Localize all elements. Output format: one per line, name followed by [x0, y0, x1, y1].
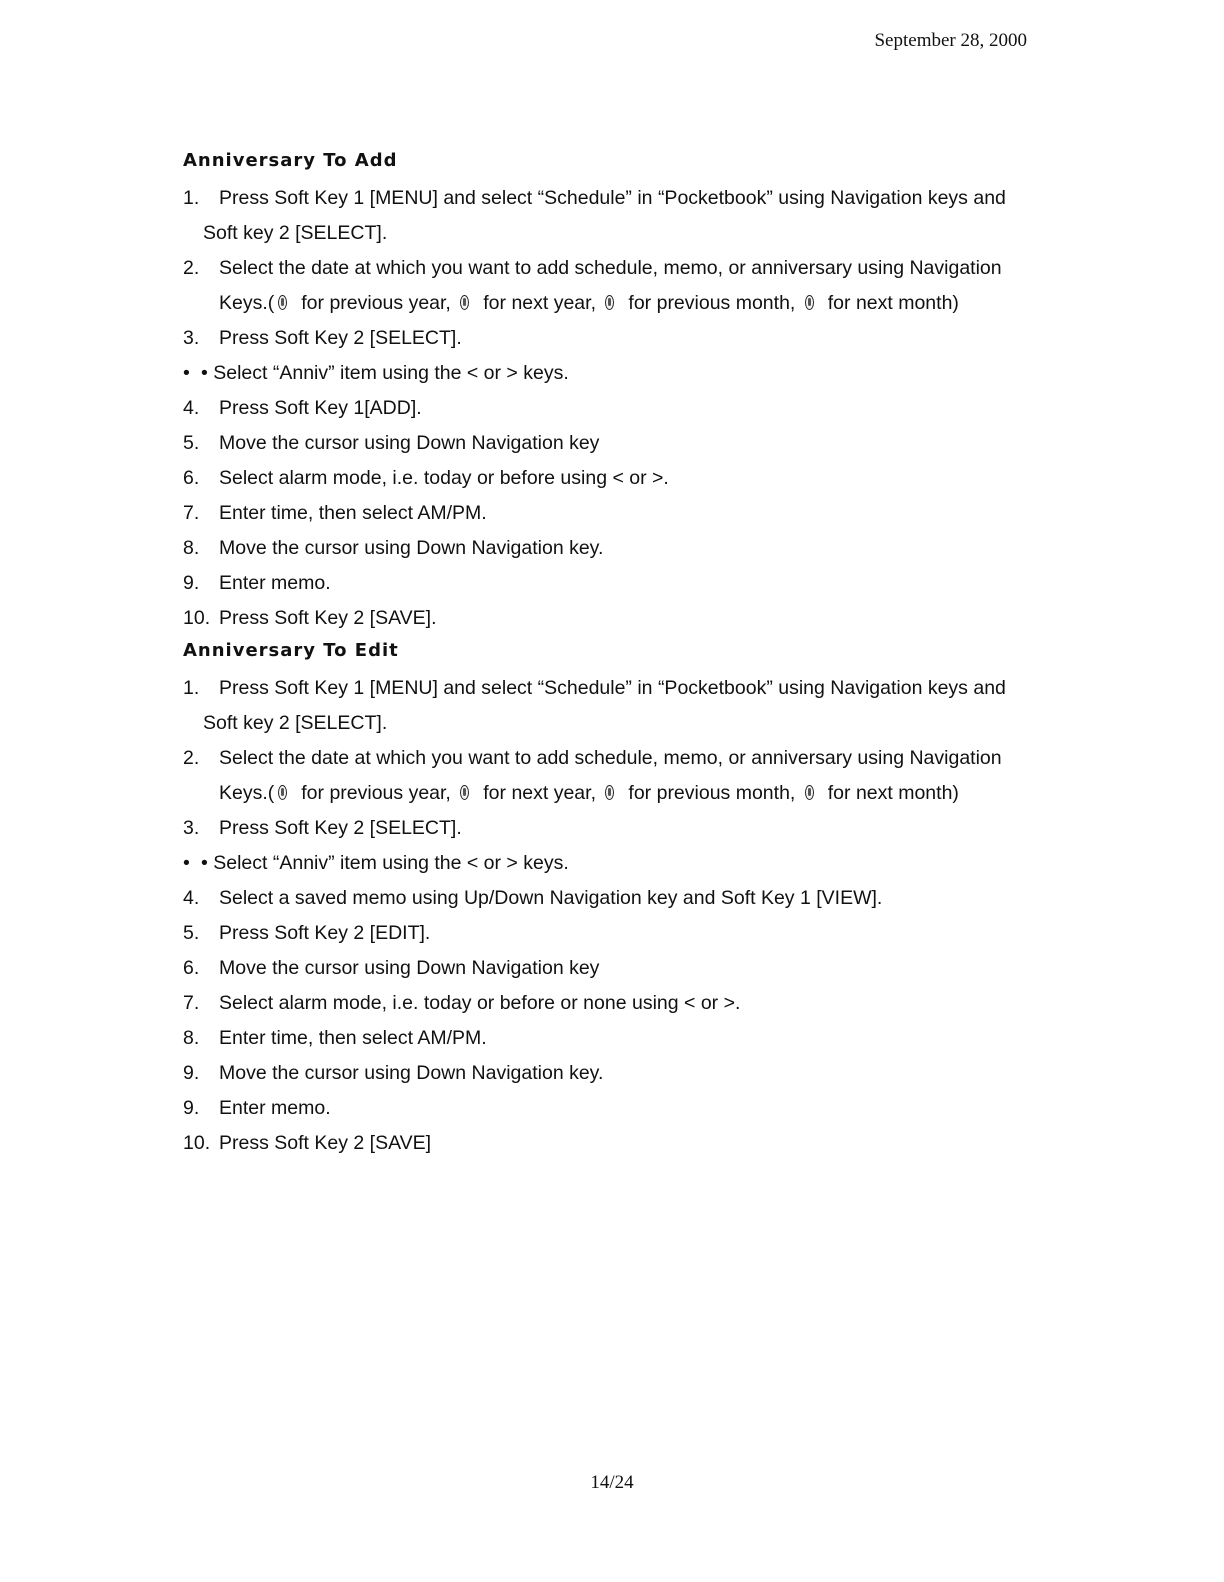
step-text: Press Soft Key 2 [SELECT]. — [219, 817, 462, 839]
step-number: 10. — [183, 1132, 211, 1154]
list-item — [183, 426, 1033, 461]
step-text: Select a saved memo using Up/Down Navigation key and Soft Key 1 [VIEW]. — [219, 887, 883, 909]
section-heading: Anniversary To Edit — [183, 640, 399, 661]
key-legend — [219, 286, 1033, 321]
step-number: 9. — [183, 1097, 200, 1119]
list-item — [183, 951, 1033, 986]
section-heading: Anniversary To Add — [183, 150, 398, 171]
list-item — [183, 811, 1033, 846]
nav-key-icon — [805, 785, 814, 800]
nav-key-icon — [278, 785, 287, 800]
step-bullet: • — [183, 852, 190, 874]
step-text: Press Soft Key 1[ADD]. — [219, 397, 422, 419]
nav-key-icon — [805, 295, 814, 310]
page-number: 14/24 — [590, 1472, 634, 1493]
list-item — [183, 916, 1033, 951]
key-legend-prev-year: for previous year, — [301, 292, 451, 314]
step-text: Select the date at which you want to add schedule, memo, or anniversary using Navigation — [219, 747, 1002, 769]
nav-key-icon — [605, 295, 614, 310]
list-item — [183, 496, 1033, 531]
step-text: Press Soft Key 2 [SAVE] — [219, 1132, 432, 1154]
step-text: Enter memo. — [219, 1097, 331, 1119]
list-item — [183, 566, 1033, 601]
key-legend-prev-year: for previous year, — [301, 782, 451, 804]
step-number: 8. — [183, 1027, 200, 1049]
key-legend-next-year: for next year, — [483, 782, 596, 804]
list-item — [183, 601, 1033, 636]
step-number: 5. — [183, 432, 200, 454]
step-number: 7. — [183, 992, 200, 1014]
step-number: 7. — [183, 502, 200, 524]
step-text: Enter memo. — [219, 572, 331, 594]
list-item — [183, 251, 1033, 321]
step-text: Move the cursor using Down Navigation key. — [219, 1062, 604, 1084]
step-number: 9. — [183, 1062, 200, 1084]
list-item — [183, 671, 1033, 741]
list-item — [183, 1021, 1033, 1056]
list-item — [183, 1056, 1033, 1091]
step-number: 2. — [183, 257, 200, 279]
step-number: 6. — [183, 957, 200, 979]
section-add — [183, 146, 1033, 636]
step-text: Move the cursor using Down Navigation key — [219, 957, 600, 979]
step-number: 10. — [183, 607, 211, 629]
step-bullet: • — [183, 362, 190, 384]
step-number: 3. — [183, 817, 200, 839]
key-legend-prefix: Keys.( — [219, 782, 275, 804]
document-body — [183, 146, 1033, 1161]
step-number: 8. — [183, 537, 200, 559]
list-item — [183, 391, 1033, 426]
nav-key-icon — [460, 295, 469, 310]
step-text: Press Soft Key 1 [MENU] and select “Schedule” in “Pocketbook” using Navigation keys and — [219, 187, 1006, 209]
nav-key-icon — [460, 785, 469, 800]
step-number: 1. — [183, 677, 200, 699]
step-text: Press Soft Key 1 [MENU] and select “Schedule” in “Pocketbook” using Navigation keys and — [219, 677, 1006, 699]
key-legend-next-month: for next month) — [827, 782, 959, 804]
step-number: 4. — [183, 887, 200, 909]
step-number: 3. — [183, 327, 200, 349]
list-item — [183, 461, 1033, 496]
key-legend-next-year: for next year, — [483, 292, 596, 314]
step-number: 9. — [183, 572, 200, 594]
list-item — [183, 531, 1033, 566]
step-number: 5. — [183, 922, 200, 944]
list-item — [183, 1091, 1033, 1126]
nav-key-icon — [278, 295, 287, 310]
step-text: • Select “Anniv” item using the < or > keys. — [201, 362, 569, 384]
step-text-continued: Soft key 2 [SELECT]. — [203, 712, 388, 734]
list-item — [183, 741, 1033, 811]
list-item — [183, 986, 1033, 1021]
key-legend-next-month: for next month) — [827, 292, 959, 314]
step-number: 4. — [183, 397, 200, 419]
list-item — [183, 881, 1033, 916]
step-text: Select the date at which you want to add schedule, memo, or anniversary using Navigation — [219, 257, 1002, 279]
list-item — [183, 356, 1033, 391]
step-text: Move the cursor using Down Navigation key — [219, 432, 600, 454]
section-edit — [183, 636, 1033, 1161]
step-text: • Select “Anniv” item using the < or > keys. — [201, 852, 569, 874]
document-date: September 28, 2000 — [874, 30, 1027, 51]
list-item — [183, 1126, 1033, 1161]
list-item — [183, 321, 1033, 356]
nav-key-icon — [605, 785, 614, 800]
step-number: 1. — [183, 187, 200, 209]
step-text-continued: Soft key 2 [SELECT]. — [203, 222, 388, 244]
step-text: Press Soft Key 2 [SAVE]. — [219, 607, 437, 629]
key-legend-prev-month: for previous month, — [628, 292, 796, 314]
step-text: Press Soft Key 2 [EDIT]. — [219, 922, 431, 944]
step-text: Press Soft Key 2 [SELECT]. — [219, 327, 462, 349]
step-number: 6. — [183, 467, 200, 489]
key-legend-prefix: Keys.( — [219, 292, 275, 314]
step-text: Enter time, then select AM/PM. — [219, 502, 487, 524]
step-number: 2. — [183, 747, 200, 769]
step-text: Select alarm mode, i.e. today or before using < or >. — [219, 467, 669, 489]
key-legend-prev-month: for previous month, — [628, 782, 796, 804]
key-legend — [219, 776, 1033, 811]
step-text: Select alarm mode, i.e. today or before or none using < or >. — [219, 992, 741, 1014]
step-text: Move the cursor using Down Navigation key. — [219, 537, 604, 559]
list-item — [183, 181, 1033, 251]
list-item — [183, 846, 1033, 881]
step-text: Enter time, then select AM/PM. — [219, 1027, 487, 1049]
